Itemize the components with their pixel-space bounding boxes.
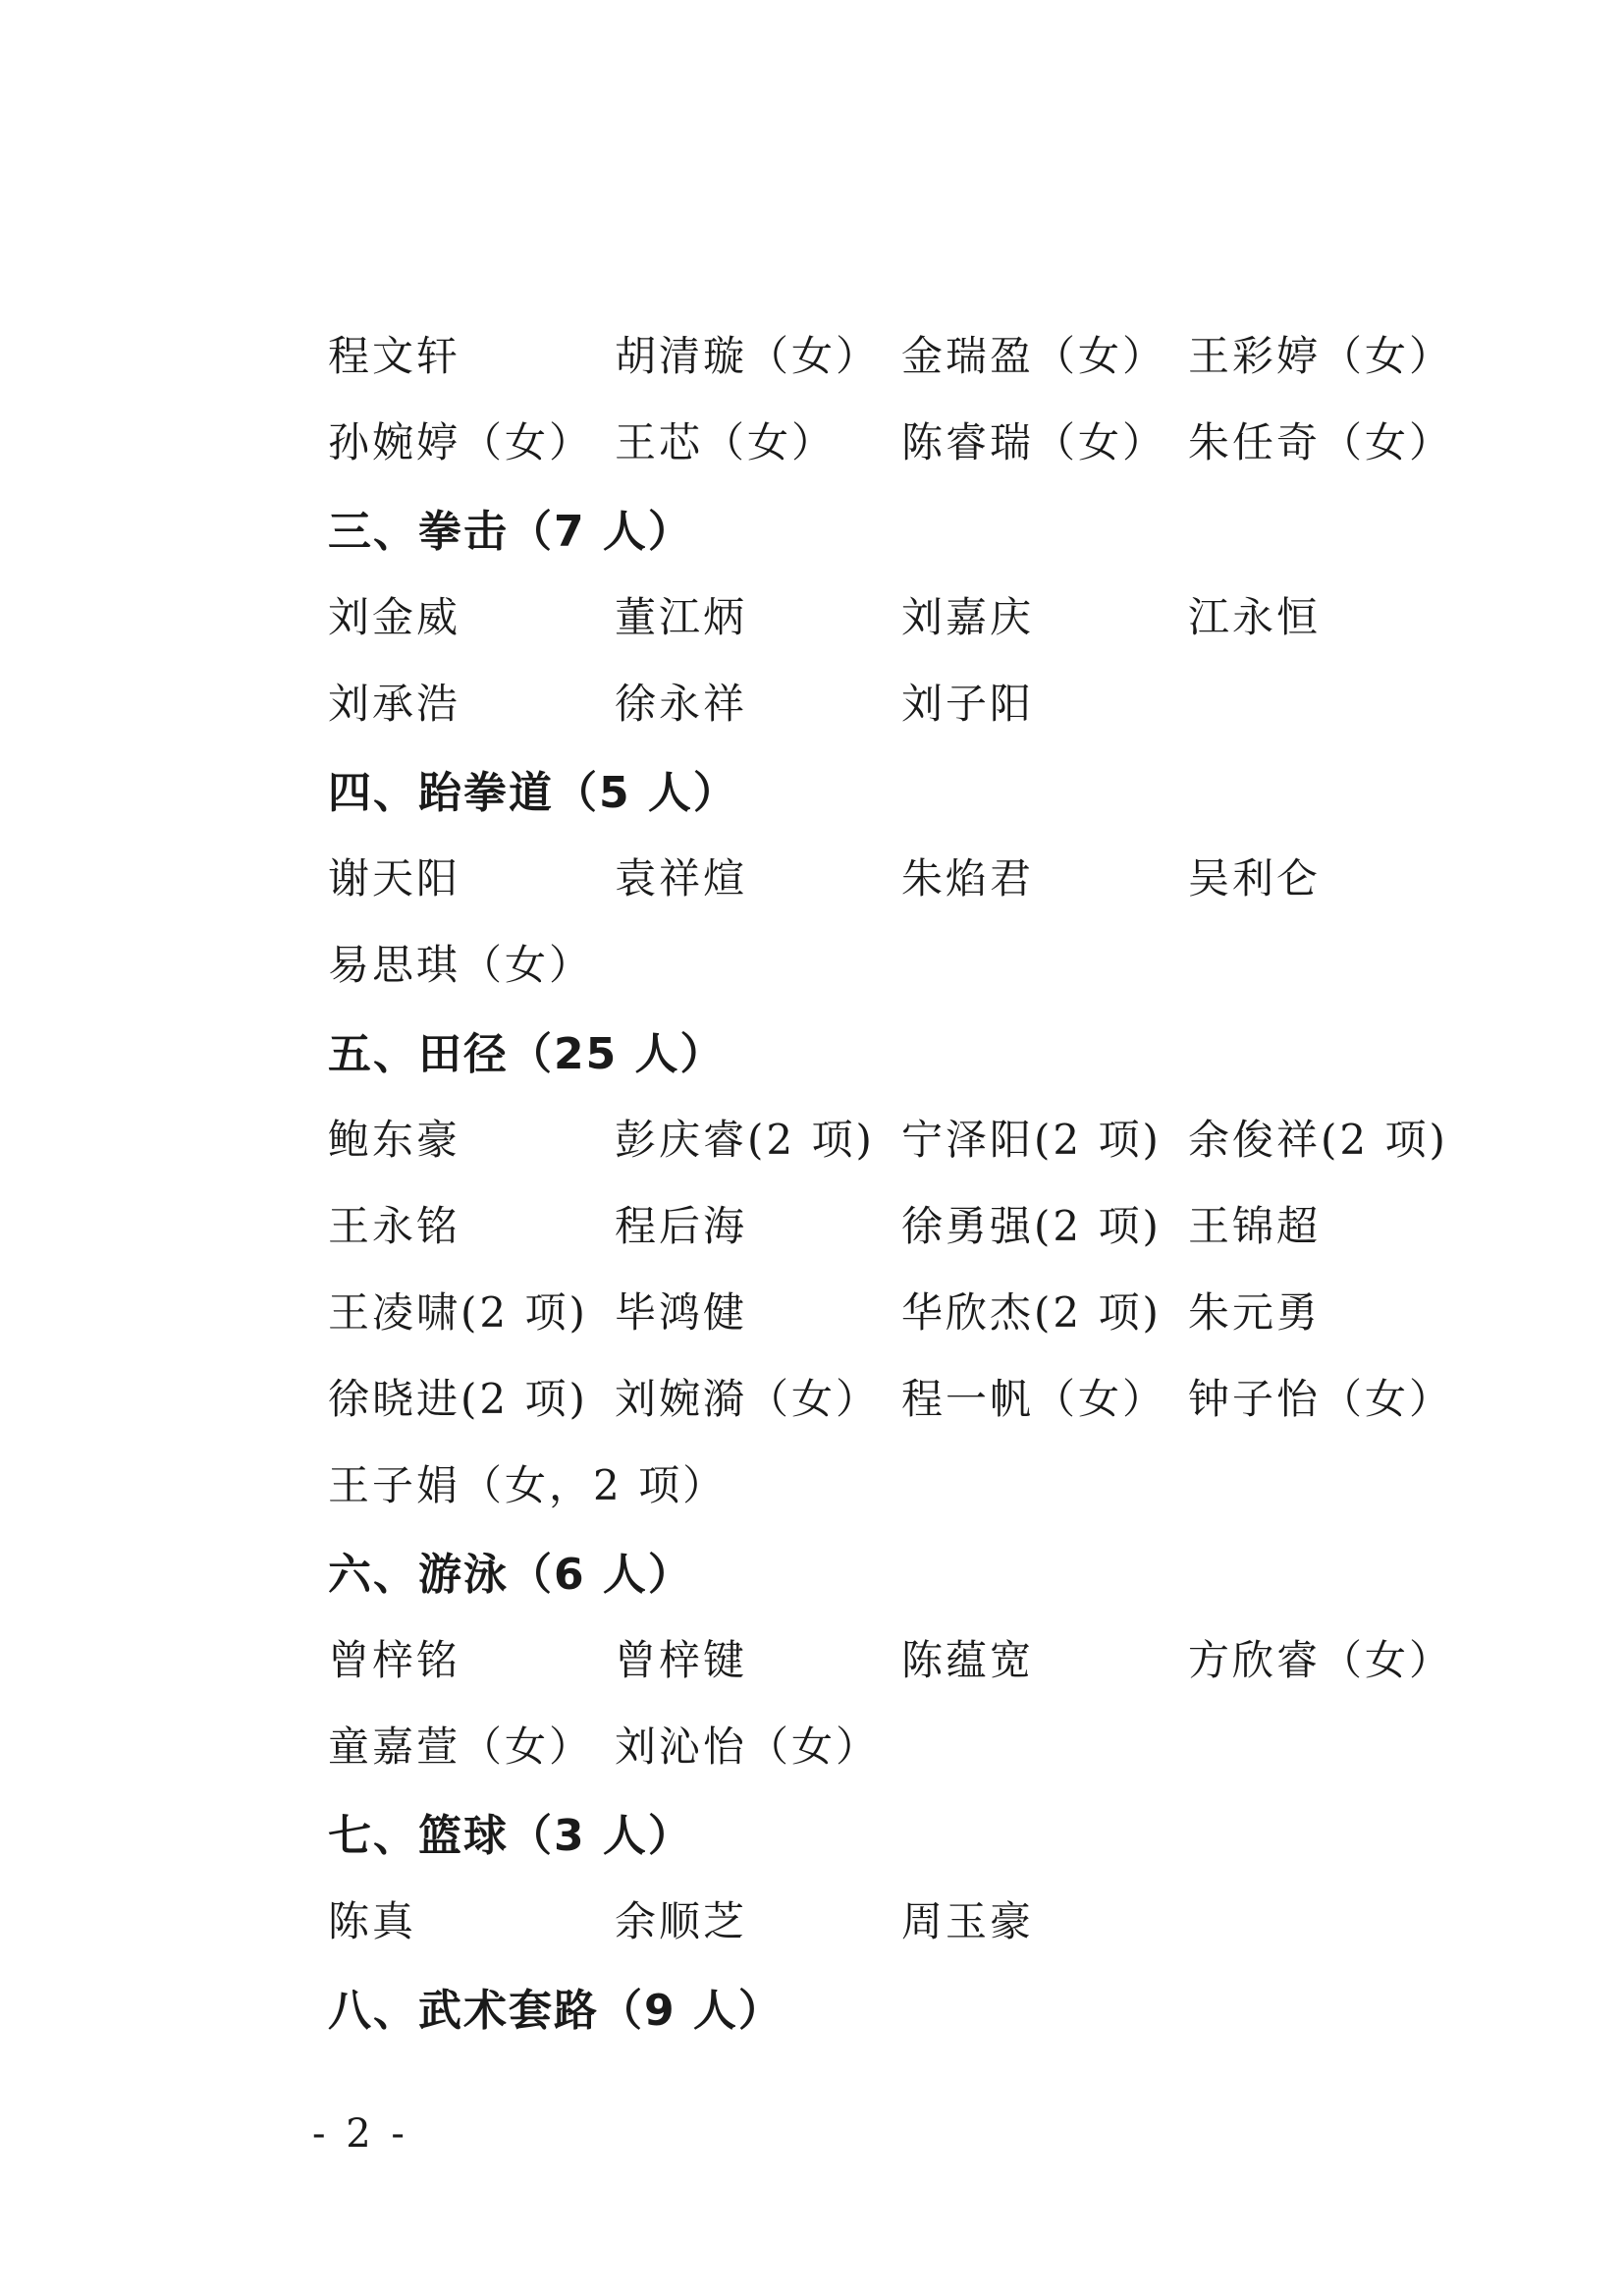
name-entry: 宁泽阳(2 项) (901, 1116, 1162, 1164)
list-row (328, 1614, 1487, 1701)
list-row (328, 1701, 1487, 1787)
list-row (328, 919, 1487, 1006)
section-heading-swimming: 六、游泳（6 人） (328, 1550, 693, 1600)
name-entry: 朱任奇（女） (1188, 418, 1454, 466)
section-heading-taekwondo: 四、跆拳道（5 人） (328, 768, 738, 818)
name-entry: 程一帆（女） (901, 1375, 1167, 1423)
name-entry: 王锦超 (1188, 1202, 1322, 1250)
list-row (328, 310, 1487, 397)
name-entry: 刘金威 (328, 593, 461, 641)
name-entry: 鲍东豪 (328, 1116, 461, 1164)
name-entry: 袁祥煊 (615, 854, 748, 902)
name-entry: 谢天阳 (328, 854, 461, 902)
list-row (328, 1353, 1487, 1440)
name-entry: 徐晓进(2 项) (328, 1375, 588, 1423)
name-entry: 陈睿瑞（女） (901, 418, 1167, 466)
name-entry: 孙婉婷（女） (328, 418, 594, 466)
section-heading-athletics: 五、田径（25 人） (328, 1029, 726, 1079)
name-entry: 童嘉萱（女） (328, 1722, 594, 1771)
name-entry: 钟子怡（女） (1188, 1375, 1454, 1423)
section-heading-wushu: 八、武术套路（9 人） (328, 1986, 784, 2036)
list-row (328, 1440, 1487, 1526)
name-entry: 陈蕴宽 (901, 1636, 1035, 1684)
name-entry: 曾梓键 (615, 1636, 748, 1684)
name-entry: 刘承浩 (328, 680, 461, 728)
list-row (328, 572, 1487, 658)
list-row (328, 658, 1487, 744)
name-entry: 刘婉漪（女） (615, 1375, 881, 1423)
name-entry: 余俊祥(2 项) (1188, 1116, 1448, 1164)
name-entry: 徐勇强(2 项) (901, 1202, 1162, 1250)
list-row (328, 1094, 1487, 1180)
name-entry: 刘沁怡（女） (615, 1722, 881, 1771)
list-row (328, 833, 1487, 919)
list-row (328, 1876, 1487, 1962)
name-entry: 王彩婷（女） (1188, 332, 1454, 380)
name-entry: 吴利仑 (1188, 854, 1322, 902)
name-entry: 曾梓铭 (328, 1636, 461, 1684)
name-entry: 王永铭 (328, 1202, 461, 1250)
name-entry: 易思琪（女） (328, 941, 594, 989)
name-entry: 胡清璇（女） (615, 332, 881, 380)
name-list (328, 310, 1487, 2050)
name-entry: 董江炳 (615, 593, 748, 641)
name-entry: 彭庆睿(2 项) (615, 1116, 875, 1164)
list-row (328, 397, 1487, 483)
section-heading-boxing: 三、拳击（7 人） (328, 507, 693, 557)
list-row (328, 1180, 1487, 1267)
name-entry: 王凌啸(2 项) (328, 1288, 588, 1337)
name-entry: 刘嘉庆 (901, 593, 1035, 641)
name-entry: 刘子阳 (901, 680, 1035, 728)
name-entry: 周玉豪 (901, 1897, 1035, 1945)
name-entry: 朱元勇 (1188, 1288, 1322, 1337)
name-entry: 程后海 (615, 1202, 748, 1250)
page-number: - 2 - (312, 2111, 408, 2157)
name-entry: 程文轩 (328, 332, 461, 380)
name-entry: 王芯（女） (615, 418, 837, 466)
section-heading-basketball: 七、篮球（3 人） (328, 1811, 693, 1861)
name-entry: 华欣杰(2 项) (901, 1288, 1162, 1337)
name-entry: 陈真 (328, 1897, 417, 1945)
list-row (328, 1267, 1487, 1353)
name-entry: 朱焰君 (901, 854, 1035, 902)
name-entry: 余顺芝 (615, 1897, 748, 1945)
name-entry: 毕鸿健 (615, 1288, 748, 1337)
name-entry: 方欣睿（女） (1188, 1636, 1454, 1684)
name-entry: 金瑞盈（女） (901, 332, 1167, 380)
name-entry: 江永恒 (1188, 593, 1322, 641)
name-entry: 王子娟（女，2 项） (328, 1461, 728, 1509)
name-entry: 徐永祥 (615, 680, 748, 728)
